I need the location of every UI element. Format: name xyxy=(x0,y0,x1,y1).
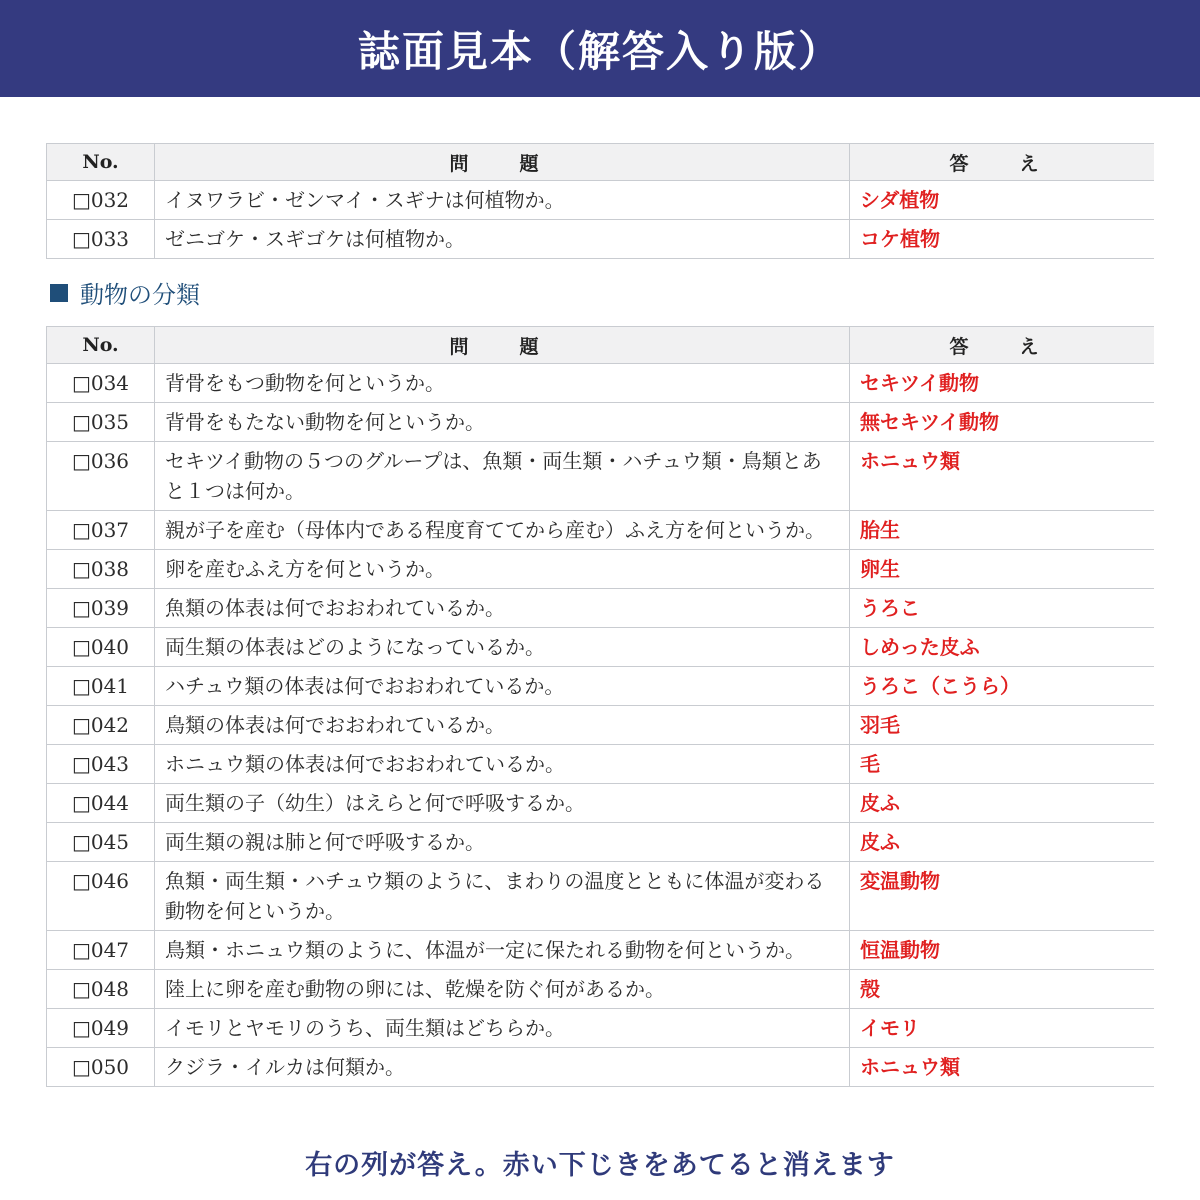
question-number: □038 xyxy=(47,550,155,589)
question-text: ゼニゴケ・スギゴケは何植物か。 xyxy=(155,220,850,259)
table-row xyxy=(47,550,1155,589)
table-row xyxy=(47,364,1155,403)
question-text: 魚類の体表は何でおおわれているか。 xyxy=(155,589,850,628)
question-number: □039 xyxy=(47,589,155,628)
table-row xyxy=(47,823,1155,862)
answer-text: 卵生 xyxy=(850,550,1155,589)
square-bullet-icon xyxy=(50,284,68,302)
answer-text: コケ植物 xyxy=(850,220,1155,259)
table-row xyxy=(47,667,1155,706)
table-row xyxy=(47,931,1155,970)
footer-note: 右の列が答え。赤い下じきをあてると消えます xyxy=(305,1149,895,1181)
header-no: No. xyxy=(47,144,155,181)
answer-text: 毛 xyxy=(850,745,1155,784)
answer-text: 皮ふ xyxy=(850,784,1155,823)
answer-text: シダ植物 xyxy=(850,181,1155,220)
answer-text: うろこ（こうら） xyxy=(850,667,1155,706)
header-banner xyxy=(0,0,1200,97)
question-number: □041 xyxy=(47,667,155,706)
answer-text: 無セキツイ動物 xyxy=(850,403,1155,442)
answer-text: しめった皮ふ xyxy=(850,628,1155,667)
question-text: 陸上に卵を産む動物の卵には、乾燥を防ぐ何があるか。 xyxy=(155,970,850,1009)
question-text: 背骨をもたない動物を何というか。 xyxy=(155,403,850,442)
answer-text: ホニュウ類 xyxy=(850,442,1155,511)
question-text: イモリとヤモリのうち、両生類はどちらか。 xyxy=(155,1009,850,1048)
footer xyxy=(0,1124,1200,1200)
question-number: □043 xyxy=(47,745,155,784)
answer-text: 胎生 xyxy=(850,511,1155,550)
question-number: □047 xyxy=(47,931,155,970)
table-row xyxy=(47,511,1155,550)
quiz-table-plants xyxy=(46,143,1154,259)
question-number: □037 xyxy=(47,511,155,550)
table-row xyxy=(47,706,1155,745)
table-header-row xyxy=(47,144,1155,181)
question-text: 魚類・両生類・ハチュウ類のように、まわりの温度とともに体温が変わる動物を何というか。 xyxy=(155,862,850,931)
section-title: 動物の分類 xyxy=(80,281,200,309)
question-number: □033 xyxy=(47,220,155,259)
table-row xyxy=(47,784,1155,823)
table-row xyxy=(47,1009,1155,1048)
answer-text: 皮ふ xyxy=(850,823,1155,862)
table-row xyxy=(47,1048,1155,1087)
table-row xyxy=(47,403,1155,442)
answer-text: セキツイ動物 xyxy=(850,364,1155,403)
question-number: □034 xyxy=(47,364,155,403)
answer-text: 変温動物 xyxy=(850,862,1155,931)
answer-text: 羽毛 xyxy=(850,706,1155,745)
content-area xyxy=(46,143,1154,1124)
answer-text: 殻 xyxy=(850,970,1155,1009)
table-row xyxy=(47,628,1155,667)
question-number: □048 xyxy=(47,970,155,1009)
question-number: □049 xyxy=(47,1009,155,1048)
question-text: 親が子を産む（母体内である程度育ててから産む）ふえ方を何というか。 xyxy=(155,511,850,550)
table-row xyxy=(47,745,1155,784)
header-answer: 答 え xyxy=(850,327,1155,364)
table-header-row xyxy=(47,327,1155,364)
table-row xyxy=(47,181,1155,220)
table-row xyxy=(47,442,1155,511)
table-row xyxy=(47,589,1155,628)
header-no: No. xyxy=(47,327,155,364)
question-text: 鳥類の体表は何でおおわれているか。 xyxy=(155,706,850,745)
question-number: □050 xyxy=(47,1048,155,1087)
question-number: □036 xyxy=(47,442,155,511)
answer-text: うろこ xyxy=(850,589,1155,628)
question-number: □035 xyxy=(47,403,155,442)
question-number: □046 xyxy=(47,862,155,931)
answer-text: 恒温動物 xyxy=(850,931,1155,970)
question-text: ハチュウ類の体表は何でおおわれているか。 xyxy=(155,667,850,706)
table-row xyxy=(47,970,1155,1009)
quiz-table-animals xyxy=(46,326,1154,1087)
header-question: 問 題 xyxy=(155,327,850,364)
question-number: □044 xyxy=(47,784,155,823)
question-text: 鳥類・ホニュウ類のように、体温が一定に保たれる動物を何というか。 xyxy=(155,931,850,970)
answer-text: イモリ xyxy=(850,1009,1155,1048)
question-text: 卵を産むふえ方を何というか。 xyxy=(155,550,850,589)
question-number: □040 xyxy=(47,628,155,667)
question-text: ホニュウ類の体表は何でおおわれているか。 xyxy=(155,745,850,784)
table-row xyxy=(47,862,1155,931)
question-number: □042 xyxy=(47,706,155,745)
question-text: 背骨をもつ動物を何というか。 xyxy=(155,364,850,403)
page-title: 誌面見本（解答入り版） xyxy=(357,26,842,76)
section-heading xyxy=(46,259,1154,326)
question-text: セキツイ動物の５つのグループは、魚類・両生類・ハチュウ類・鳥類とあと１つは何か。 xyxy=(155,442,850,511)
question-text: 両生類の子（幼生）はえらと何で呼吸するか。 xyxy=(155,784,850,823)
question-text: 両生類の親は肺と何で呼吸するか。 xyxy=(155,823,850,862)
answer-text: ホニュウ類 xyxy=(850,1048,1155,1087)
question-text: 両生類の体表はどのようになっているか。 xyxy=(155,628,850,667)
question-text: イヌワラビ・ゼンマイ・スギナは何植物か。 xyxy=(155,181,850,220)
question-text: クジラ・イルカは何類か。 xyxy=(155,1048,850,1087)
header-question: 問 題 xyxy=(155,144,850,181)
question-number: □032 xyxy=(47,181,155,220)
header-answer: 答 え xyxy=(850,144,1155,181)
question-number: □045 xyxy=(47,823,155,862)
table-row xyxy=(47,220,1155,259)
